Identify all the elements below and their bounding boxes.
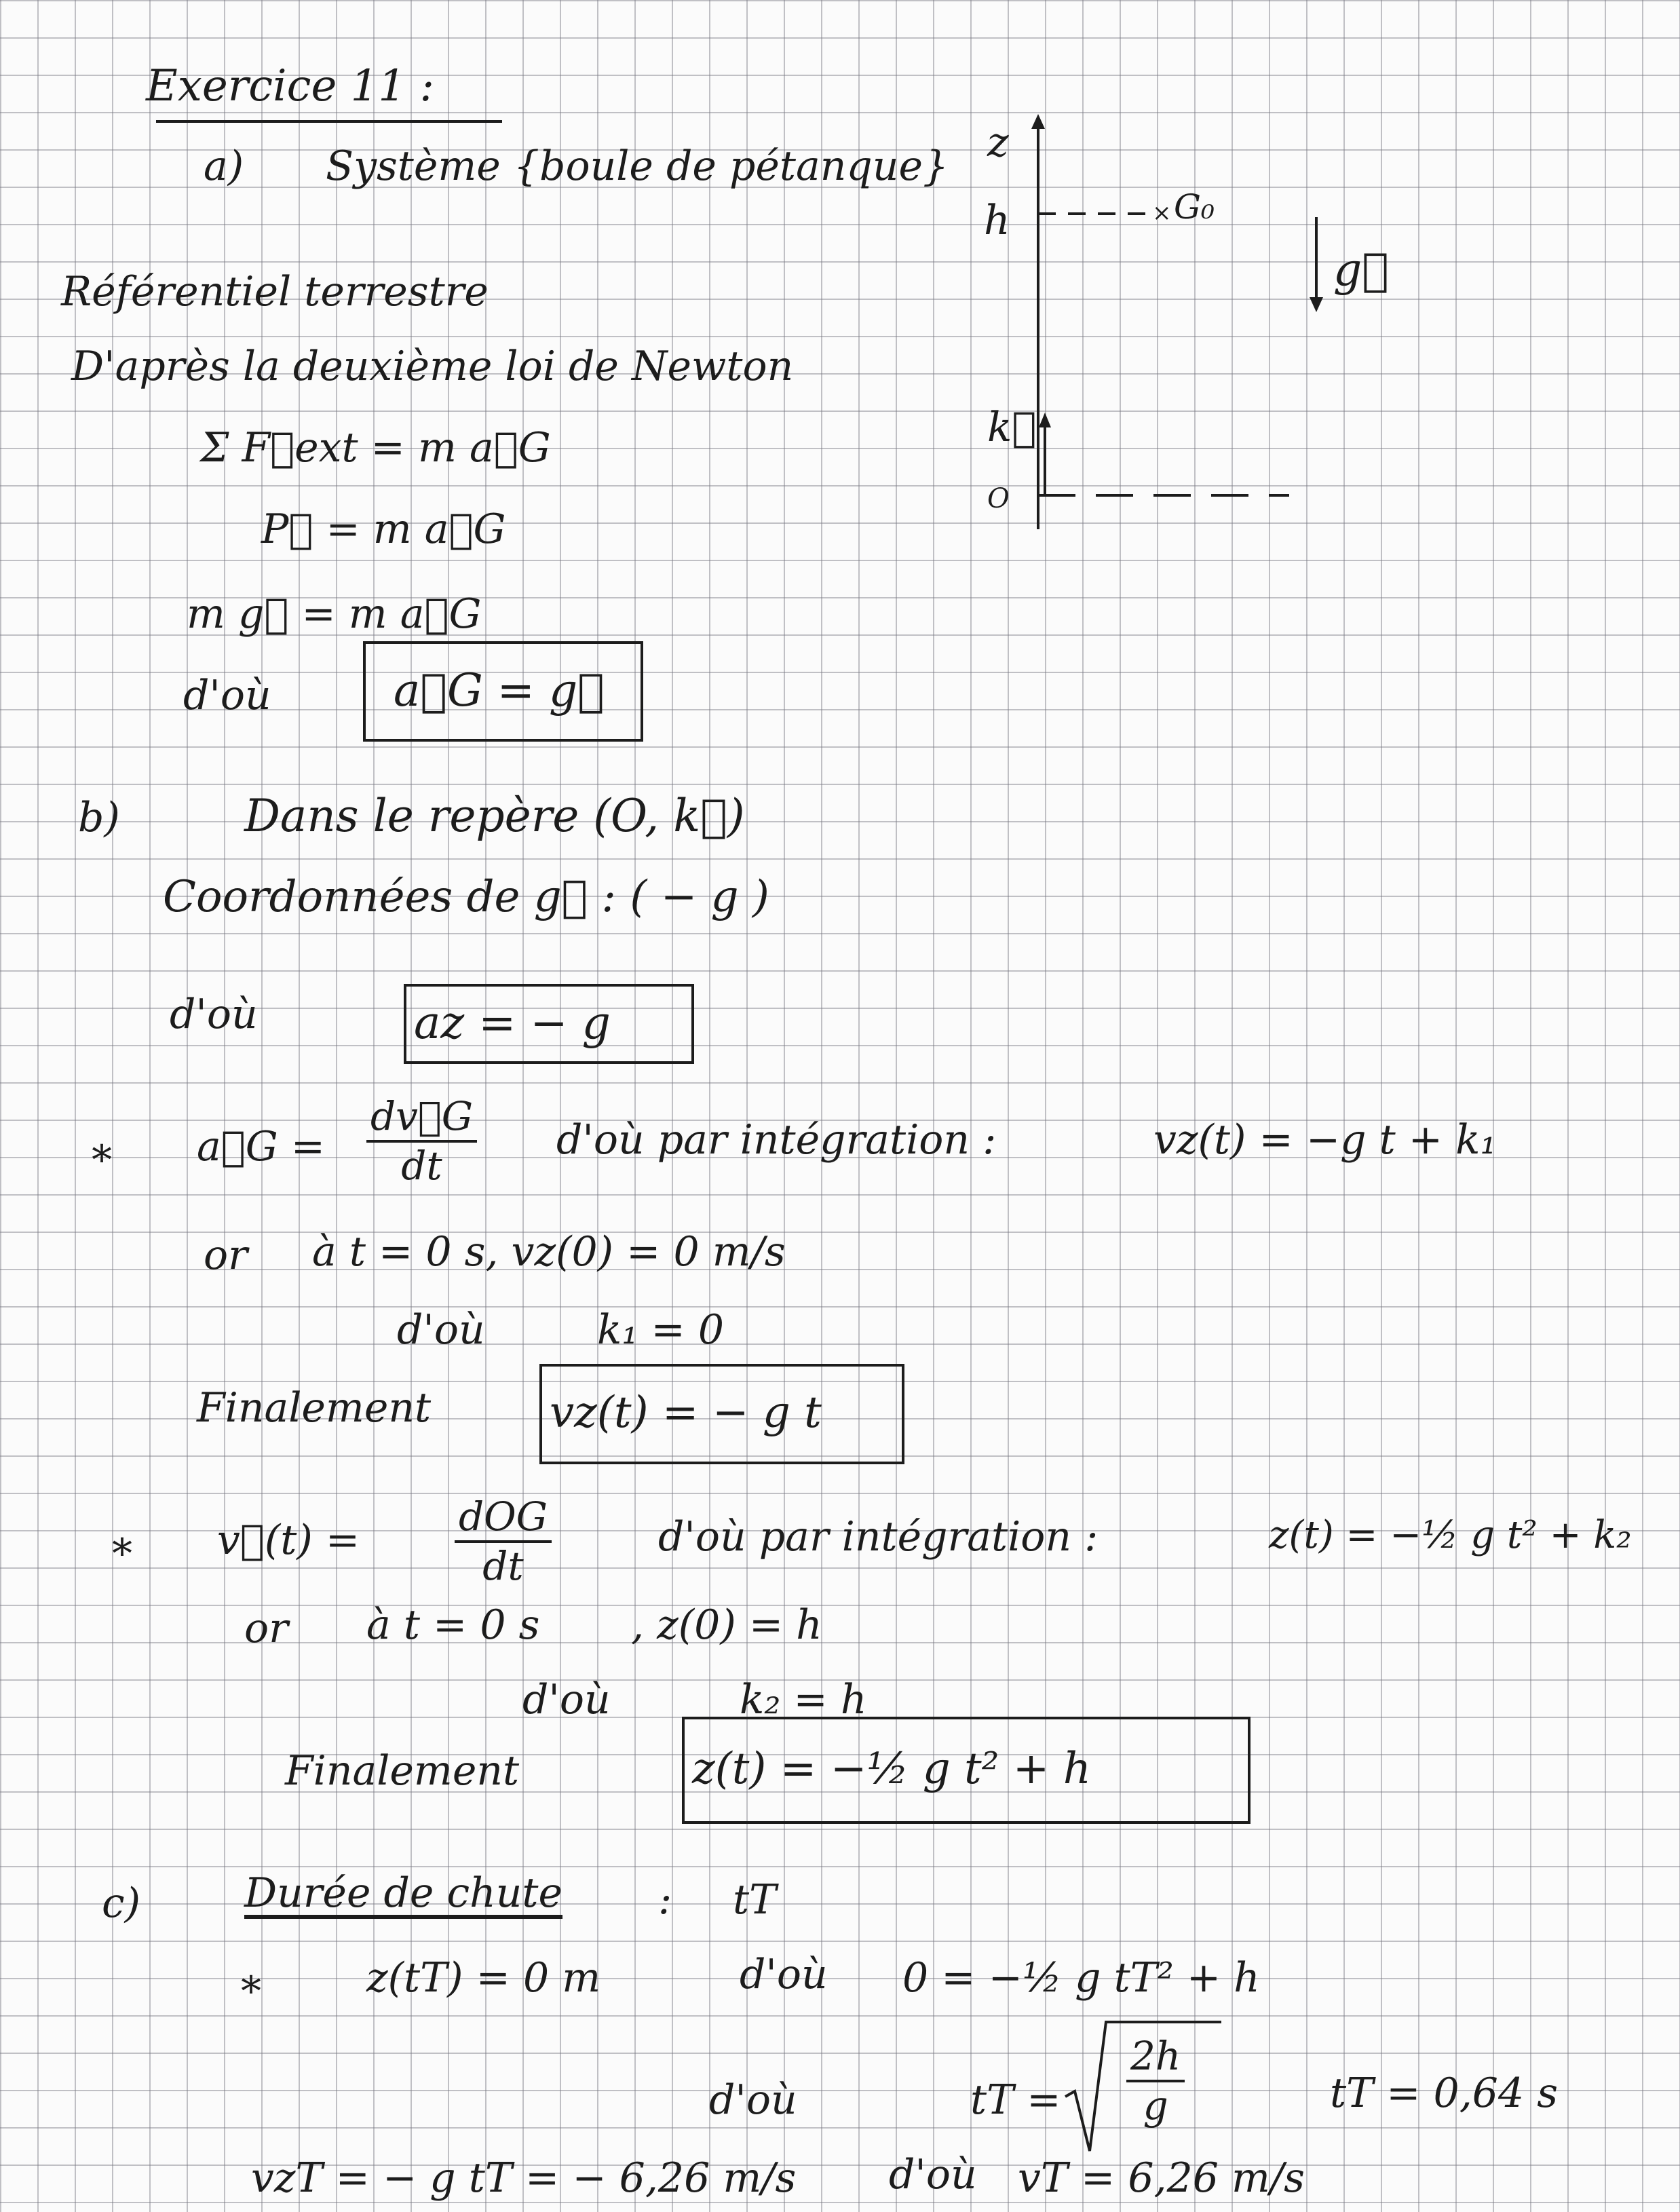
vz-general: vz(t) = −g t + k₁ xyxy=(1153,1116,1497,1164)
result-z: z(t) = −½ g t² + h xyxy=(692,1744,1091,1794)
v-lhs: v⃗(t) = xyxy=(217,1517,360,1564)
referential-text: Référentiel terrestre xyxy=(61,268,489,316)
integration-text-1: d'où par intégration : xyxy=(556,1116,997,1164)
g-vector-label: g⃗ xyxy=(1333,244,1389,296)
axis-diagram xyxy=(936,109,1425,543)
repere-text: Dans le repère (O, k⃗) xyxy=(244,790,745,842)
fraction-denominator: dt xyxy=(482,1542,524,1589)
dou-label-b2: d'où xyxy=(397,1306,485,1354)
z-general: z(t) = −½ g t² + k₂ xyxy=(1269,1513,1632,1557)
fraction-dvG-dt xyxy=(366,1093,477,1189)
initial-condition-2b: , z(0) = h xyxy=(631,1601,822,1649)
finalement-label-2: Finalement xyxy=(285,1747,520,1795)
tT-lhs: tT = xyxy=(970,2076,1061,2124)
system-text: Système {boule de pétanque} xyxy=(326,142,949,190)
z-tT-equation: z(tT) = 0 m xyxy=(366,1954,601,2002)
dou-label-c2: d'où xyxy=(709,2076,797,2124)
or-label-1: or xyxy=(204,1232,248,1279)
fraction-numerator: 2h xyxy=(1126,2036,1185,2082)
star-marker-1: * xyxy=(92,1137,112,1184)
fraction-denominator: dt xyxy=(401,1142,442,1189)
star-marker-3: * xyxy=(241,1968,261,2015)
k-vector-label: k⃗ xyxy=(987,404,1037,451)
part-a-label: a) xyxy=(204,142,244,190)
z-axis-label: z xyxy=(987,119,1009,166)
part-b-label: b) xyxy=(78,794,120,841)
dou-label-b1: d'où xyxy=(170,991,258,1038)
coords-text: Coordonnées de g⃗ : ( − g ) xyxy=(163,872,769,922)
svg-text:×: × xyxy=(1152,199,1172,227)
tT-symbol: tT xyxy=(733,1876,777,1924)
exercise-title: Exercice 11 : xyxy=(146,61,434,111)
title-underline xyxy=(156,119,509,126)
zero-equation: 0 = −½ g tT² + h xyxy=(902,1954,1260,2002)
initial-condition-2a: à t = 0 s xyxy=(366,1601,540,1649)
star-marker-2: * xyxy=(112,1530,132,1578)
dou-label-c3: d'où xyxy=(889,2151,977,2198)
equation-mg: m g⃗ = m a⃗G xyxy=(187,590,482,638)
origin-label: O xyxy=(987,483,1010,514)
duree-colon: : xyxy=(658,1876,672,1924)
vT-line: vzT = − g tT = − 6,26 m/s xyxy=(251,2154,797,2202)
fraction-numerator: dv⃗G xyxy=(366,1096,477,1143)
vT-final: vT = 6,26 m/s xyxy=(1018,2154,1305,2202)
tT-value: tT = 0,64 s xyxy=(1330,2070,1559,2117)
finalement-label-1: Finalement xyxy=(197,1384,432,1432)
equation-weight: P⃗ = m a⃗G xyxy=(261,506,506,553)
part-c-label: c) xyxy=(102,1880,141,1927)
dou-label-b3: d'où xyxy=(522,1676,611,1723)
newton-law-text: D'après la deuxième loi de Newton xyxy=(71,343,794,390)
k2-value: k₂ = h xyxy=(740,1676,867,1723)
g0-point-label: G₀ xyxy=(1174,187,1215,227)
result-az: az = − g xyxy=(414,997,611,1049)
h-axis-label: h xyxy=(984,197,1010,244)
k1-value: k₁ = 0 xyxy=(597,1306,725,1354)
fraction-numerator: dOG xyxy=(455,1496,552,1543)
result-vz: vz(t) = − g t xyxy=(550,1388,822,1438)
aG-lhs: a⃗G = xyxy=(197,1123,326,1170)
fraction-2h-g xyxy=(1126,2033,1185,2129)
fraction-dOG-dt xyxy=(455,1493,552,1589)
equation-sum-forces: Σ F⃗ext = m a⃗G xyxy=(200,424,551,472)
duree-chute-title: Durée de chute xyxy=(244,1869,563,1917)
dou-label-a: d'où xyxy=(183,672,271,719)
dou-label-c1: d'où xyxy=(740,1951,828,1998)
fraction-denominator: g xyxy=(1143,2082,1168,2129)
integration-text-2: d'où par intégration : xyxy=(658,1513,1099,1561)
result-aG: a⃗G = g⃗ xyxy=(394,664,605,717)
initial-condition-1: à t = 0 s, vz(0) = 0 m/s xyxy=(312,1228,786,1276)
or-label-2: or xyxy=(244,1605,288,1652)
